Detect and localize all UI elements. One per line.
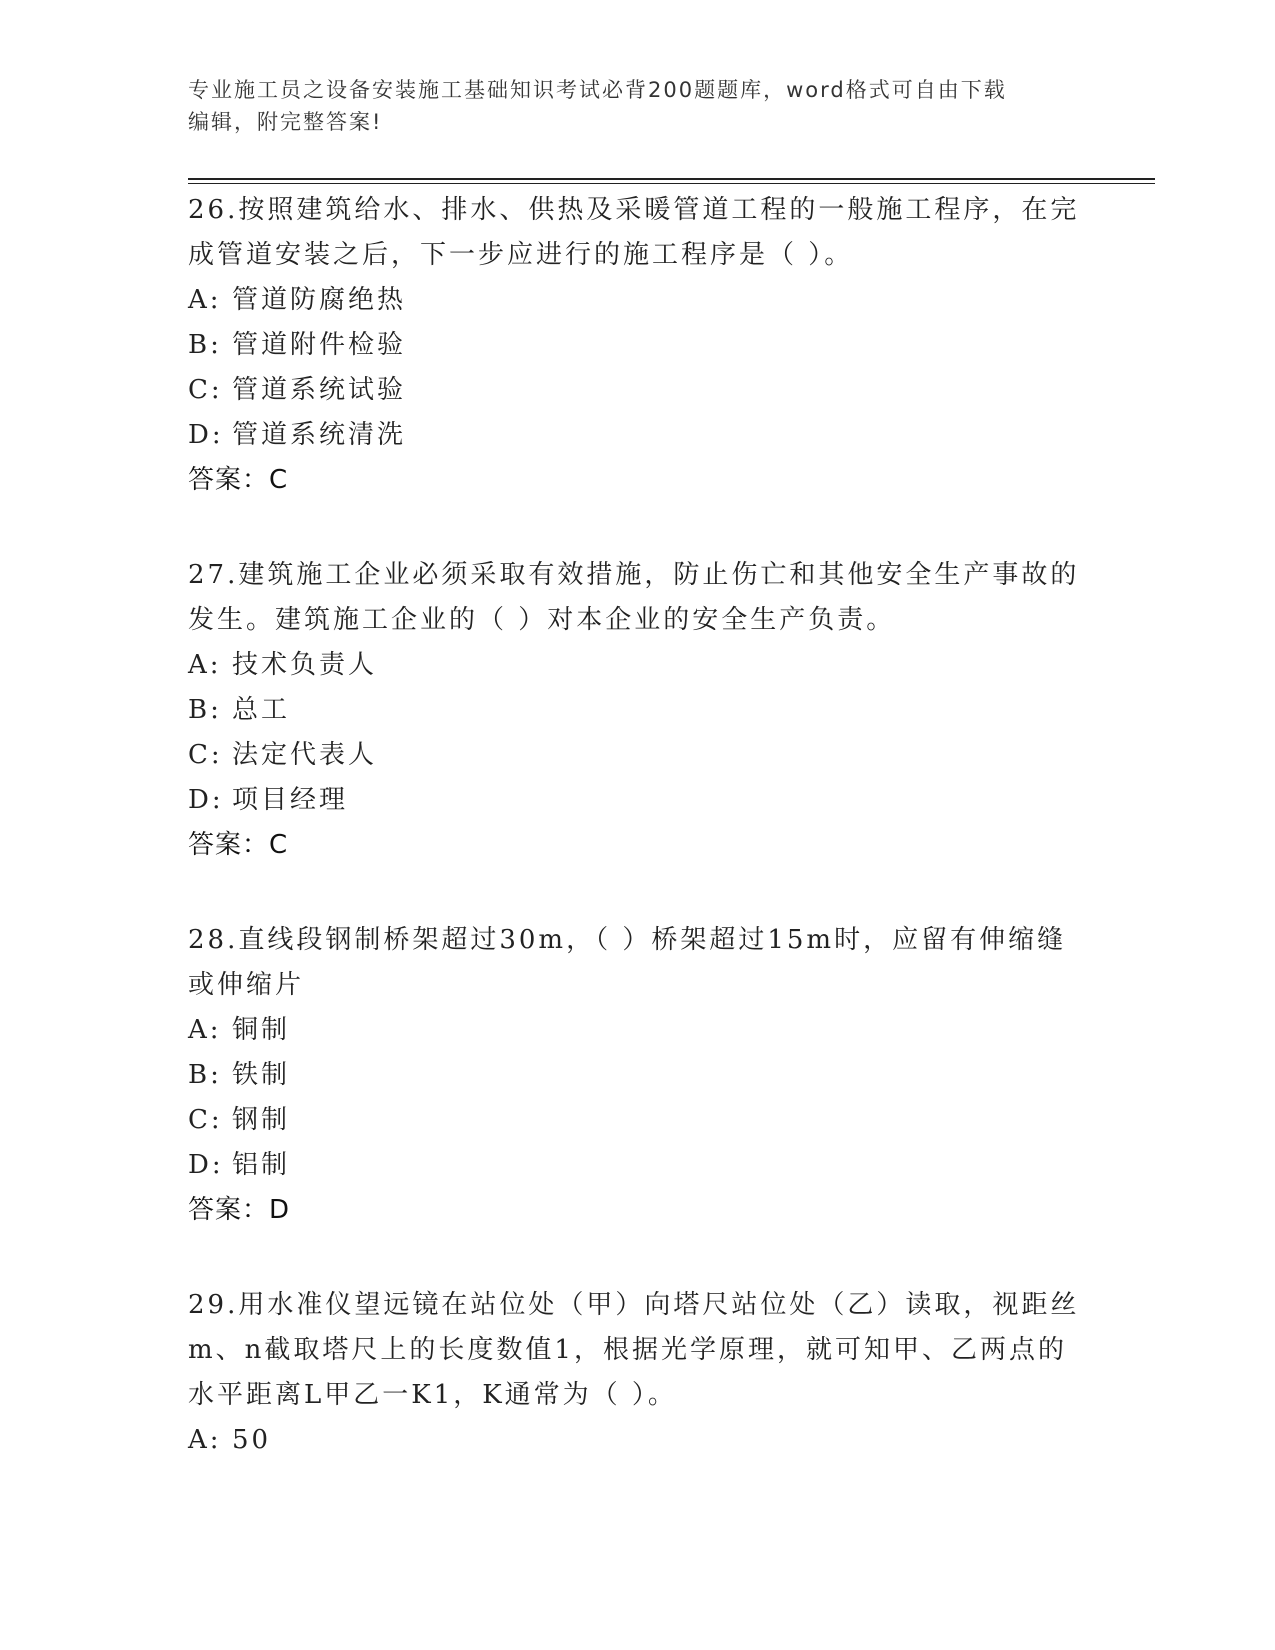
question-stem: 27.建筑施工企业必须采取有效措施，防止伤亡和其他安全生产事故的发生。建筑施工企业的（ ）对本企业的安全生产负责。: [188, 560, 1080, 635]
option-key: A:: [188, 1015, 222, 1045]
option-text: 钢制: [232, 1105, 291, 1135]
option-key: A:: [188, 650, 222, 680]
option-key: C:: [188, 1105, 223, 1135]
option-key: D:: [188, 420, 224, 450]
option-text: 管道系统试验: [232, 375, 407, 405]
option-a: [188, 278, 1088, 323]
option-b: [188, 1053, 1088, 1098]
option-a: [188, 643, 1088, 688]
option-text: 铝制: [232, 1150, 291, 1180]
option-d: [188, 413, 1088, 458]
option-key: C:: [188, 740, 223, 770]
option-text: 管道防腐绝热: [232, 285, 407, 315]
header-divider-thick: [188, 178, 1155, 180]
option-text: 总工: [232, 695, 291, 725]
question-26: [188, 188, 1088, 503]
option-a: [188, 1008, 1088, 1053]
option-key: C:: [188, 375, 223, 405]
option-text: 项目经理: [232, 785, 349, 815]
option-d: [188, 1143, 1088, 1188]
option-key: B:: [188, 330, 222, 360]
option-text: 法定代表人: [232, 740, 378, 770]
answer-line: 答案：C: [188, 465, 289, 495]
option-text: 铜制: [232, 1015, 291, 1045]
option-key: A:: [188, 285, 222, 315]
option-c: [188, 368, 1088, 413]
question-28: [188, 918, 1088, 1233]
option-key: B:: [188, 1060, 222, 1090]
option-text: 50: [232, 1425, 272, 1455]
option-a: [188, 1418, 1088, 1463]
answer-line: 答案：C: [188, 830, 289, 860]
option-d: [188, 778, 1088, 823]
question-stem: 28.直线段钢制桥架超过30m，（ ）桥架超过15m时，应留有伸缩缝或伸缩片: [188, 925, 1067, 1000]
option-c: [188, 733, 1088, 778]
answer-line: 答案：D: [188, 1195, 291, 1225]
question-stem: 26.按照建筑给水、排水、供热及采暖管道工程的一般施工程序，在完成管道安装之后，下一步应进行的施工程序是（ ）。: [188, 195, 1080, 270]
option-text: 铁制: [232, 1060, 291, 1090]
option-key: D:: [188, 785, 224, 815]
question-29: [188, 1283, 1088, 1463]
question-list: [188, 188, 1088, 1513]
option-b: [188, 688, 1088, 733]
header-divider-thin: [188, 183, 1155, 184]
option-key: B:: [188, 695, 222, 725]
option-key: A:: [188, 1425, 222, 1455]
option-key: D:: [188, 1150, 224, 1180]
question-27: [188, 553, 1088, 868]
document-header: [188, 74, 1088, 138]
question-stem: 29.用水准仪望远镜在站位处（甲）向塔尺站位处（乙）读取，视距丝m、n截取塔尺上的长度数值1，根据光学原理，就可知甲、乙两点的水平距离L甲乙一K1，K通常为（ ）。: [188, 1290, 1080, 1410]
option-text: 管道附件检验: [232, 330, 407, 360]
header-line-1: 专业施工员之设备安装施工基础知识考试必背200题题库，word格式可自由下载: [188, 78, 1007, 102]
option-text: 技术负责人: [232, 650, 378, 680]
option-c: [188, 1098, 1088, 1143]
option-text: 管道系统清洗: [232, 420, 407, 450]
option-b: [188, 323, 1088, 368]
header-line-2: 编辑，附完整答案!: [188, 110, 383, 134]
